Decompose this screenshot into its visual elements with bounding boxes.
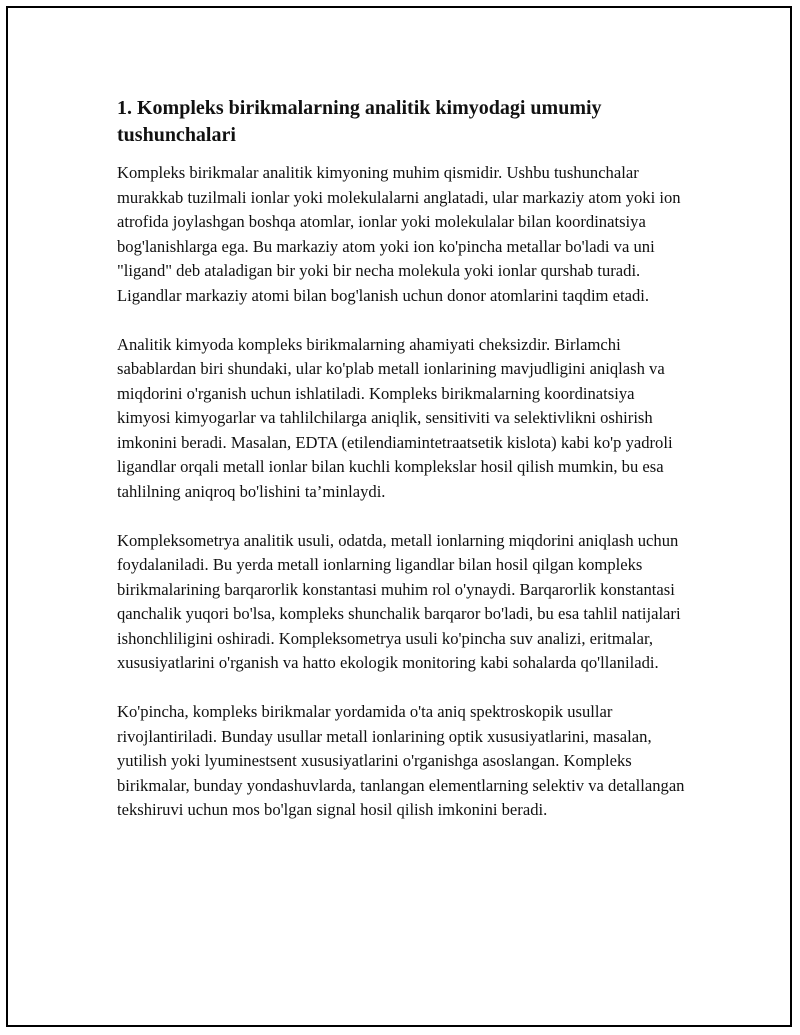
paragraph-4: Ko'pincha, kompleks birikmalar yordamida o'ta aniq spektroskopik usullar rivojlantiriladi. Bunday usullar metall ionlarining optik xususiyatlarini, masalan, yutilish yoki lyuminestsent xususiyatlarini o'rganishga asoslangan. Kompleks birikmalar, bunday yondashuvlarda, tanlangan elementlarning selektiv va detallangan tekshiruvi uchun mos bo'lgan signal hosil qilish imkonini beradi. [117,702,685,819]
paragraph-2: Analitik kimyoda kompleks birikmalarning ahamiyati cheksizdir. Birlamchi sabablardan biri shundaki, ular ko'plab metall ionlarining mavjudligini aniqlash va miqdorini o'rganish uchun ishlatiladi. Kompleks birikmalarning koordinatsiya kimyosi kimyogarlar va tahlilchilarga aniqlik, sensitiviti va selektivlikni oshirish imkonini beradi. Masalan, EDTA (etilendiamintetraatsetik kislota) kabi ko'p yadroli ligandlar orqali metall ionlar bilan kuchli komplekslar hosil qilish mumkin, bu esa tahlilning aniqroq bo'lishini ta’minlaydi. [117,334,673,501]
section-heading: 1. Kompleks birikmalarning analitik kimyodagi umumiy tushunchalari [117,97,602,146]
document-body [117,95,692,847]
paragraph-3: Kompleksometrya analitik usuli, odatda, metall ionlarning miqdorini aniqlash uchun foydalaniladi. Bu yerda metall ionlarning ligandlar bilan hosil qilgan kompleks birikmalarining barqarorlik konstantasi muhim rol o'ynaydi. Barqarorlik konstantasi qanchalik yuqori bo'lsa, kompleks shunchalik barqaror bo'ladi, bu esa tahlil natijalari ishonchliligini oshiradi. Kompleksometrya usuli ko'pincha suv analizi, eritmalar, xususiyatlarini o'rganish va hatto ekologik monitoring kabi sohalarda qo'llaniladi. [117,530,681,672]
paragraph-1: Kompleks birikmalar analitik kimyoning muhim qismidir. Ushbu tushunchalar murakkab tuzilmali ionlar yoki molekulalarni anglatadi, ular markaziy atom yoki ion atrofida joylashgan boshqa atomlar, ionlar yoki molekulalar bilan koordinatsiya bog'lanishlarga ega. Bu markaziy atom yoki ion ko'pincha metallar bo'ladi va uni "ligand" deb ataladigan bir yoki bir necha molekula yoki ionlar qurshab turadi. Ligandlar markaziy atomi bilan bog'lanish uchun donor atomlarini taqdim etadi. [117,163,681,305]
